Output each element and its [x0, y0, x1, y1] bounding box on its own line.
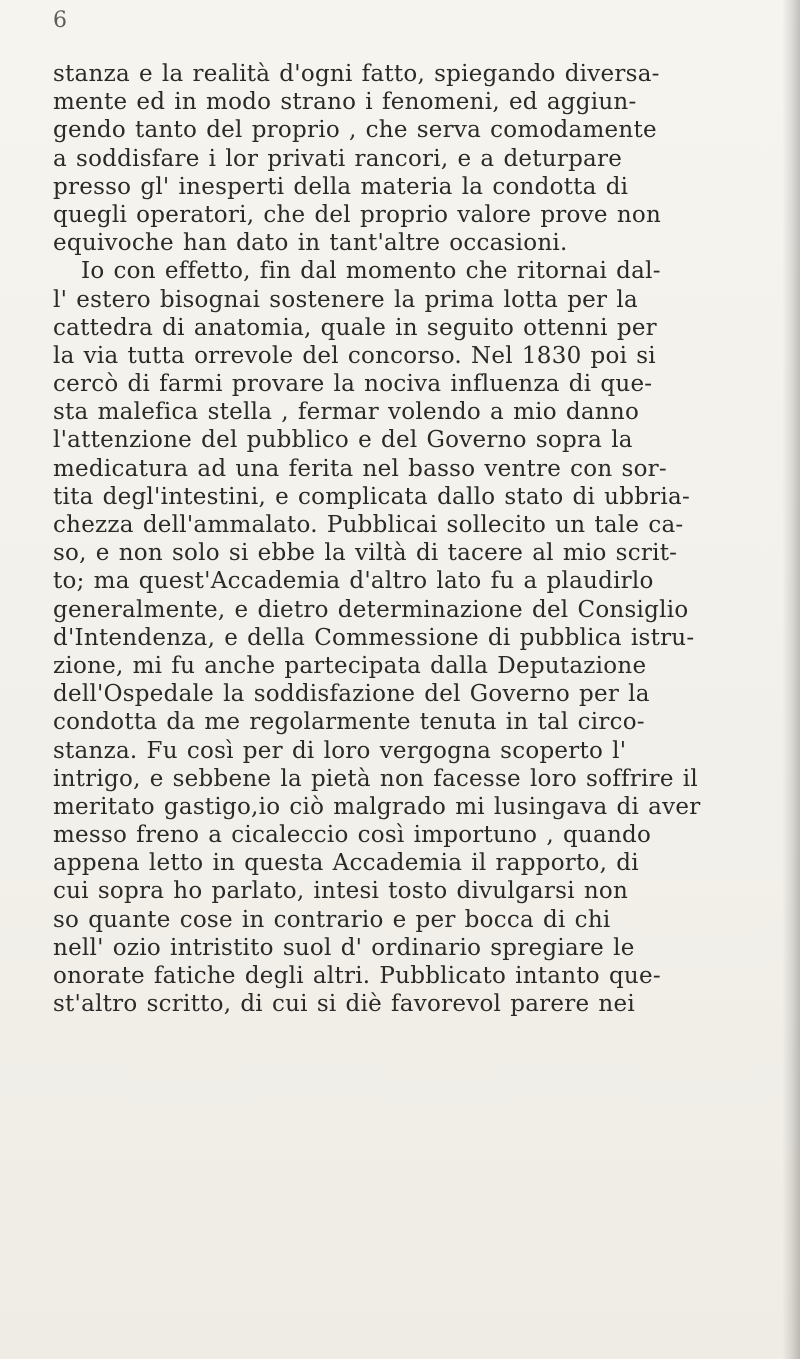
text-line: tita degl'intestini, e complicata dallo stato di ubbria-	[53, 483, 691, 510]
text-line: intrigo, e sebbene la pietà non facesse loro soffrire il	[53, 765, 698, 792]
page-edge-shadow	[782, 0, 800, 1359]
text-line: a soddisfare i lor privati rancori, e a deturpare	[53, 145, 623, 172]
text-line: cattedra di anatomia, quale in seguito ottenni per	[53, 314, 657, 341]
body-text	[53, 60, 733, 1018]
text-line: messo freno a cicaleccio così importuno , quando	[53, 822, 652, 849]
text-line: sta malefica stella , fermar volendo a mio danno	[53, 399, 640, 426]
text-line: d'Intendenza, e della Commessione di pubblica istru-	[53, 624, 695, 651]
text-line: cercò di farmi provare la nociva influenza di que-	[53, 371, 653, 398]
text-line: chezza dell'ammalato. Pubblicai sollecito un tale ca-	[53, 512, 684, 538]
text-line: st'altro scritto, di cui si diè favorevol parere nei	[53, 991, 635, 1018]
text-line: l' estero bisognai sostenere la prima lotta per la	[53, 286, 638, 313]
text-line: dell'Ospedale la soddisfazione del Governo per la	[53, 681, 650, 708]
paragraph-start-line: Io con effetto, fin dal momento che ritornai dal-	[81, 258, 661, 285]
text-line: meritato gastigo,io ciò malgrado mi lusingava di aver	[53, 793, 701, 820]
text-line: to; ma quest'Accademia d'altro lato fu a plaudirlo	[53, 568, 654, 595]
text-line: onorate fatiche degli altri. Pubblicato intanto que-	[53, 963, 661, 989]
text-line: cui sopra ho parlato, intesi tosto divulgarsi non	[53, 878, 629, 905]
text-line: quegli operatori, che del proprio valore prove non	[53, 201, 662, 228]
page-number: 6	[53, 8, 67, 33]
text-line: la via tutta orrevole del concorso. Nel 1830 poi si	[53, 342, 656, 369]
text-line: generalmente, e dietro determinazione del Consiglio	[53, 596, 689, 623]
text-line: nell' ozio intristito suol d' ordinario spregiare le	[53, 934, 635, 961]
text-line: so quante cose in contrario e per bocca di chi	[53, 906, 611, 933]
text-line: presso gl' inesperti della materia la condotta di	[53, 173, 629, 200]
text-line: mente ed in modo strano i fenomeni, ed aggiun-	[53, 89, 637, 116]
text-line: stanza. Fu così per di loro vergogna scoperto l'	[53, 737, 627, 764]
text-line: equivoche han dato in tant'altre occasioni.	[53, 230, 568, 257]
text-line: gendo tanto del proprio , che serva comodamente	[53, 117, 657, 144]
text-line: zione, mi fu anche partecipata dalla Deputazione	[53, 652, 647, 679]
text-line: so, e non solo si ebbe la viltà di tacere al mio scrit-	[53, 540, 678, 567]
text-line: condotta da me regolarmente tenuta in tal circo-	[53, 709, 645, 736]
text-line: appena letto in questa Accademia il rapporto, di	[53, 850, 639, 877]
text-line: stanza e la realità d'ogni fatto, spiegando diversa-	[53, 61, 660, 87]
text-line: l'attenzione del pubblico e del Governo sopra la	[53, 427, 633, 454]
text-line: medicatura ad una ferita nel basso ventre con sor-	[53, 455, 667, 482]
